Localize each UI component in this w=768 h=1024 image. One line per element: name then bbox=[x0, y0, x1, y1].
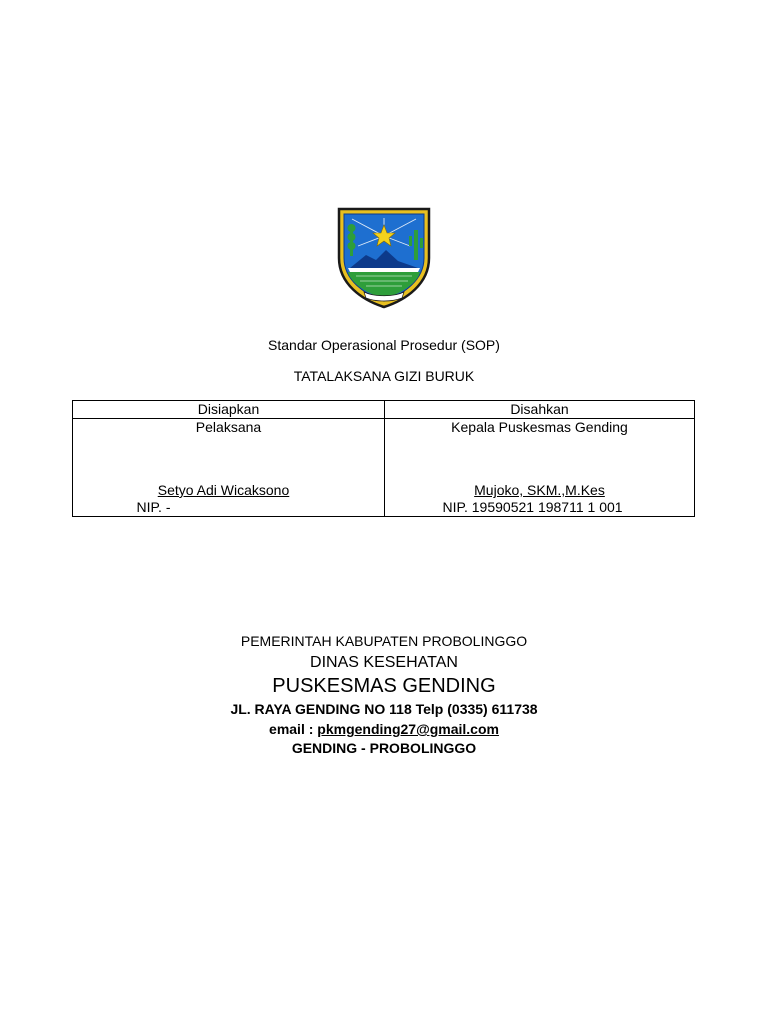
table-header-row bbox=[73, 401, 695, 419]
government-name: PEMERINTAH KABUPATEN PROBOLINGGO bbox=[240, 633, 528, 649]
document-subtitle: Standar Operasional Prosedur (SOP) bbox=[268, 337, 500, 353]
organization-city: GENDING - PROBOLINGGO bbox=[291, 740, 477, 756]
prepared-cell bbox=[73, 419, 385, 517]
prepared-nip: NIP. - bbox=[136, 499, 171, 515]
approved-role: Kepala Puskesmas Gending bbox=[451, 419, 628, 435]
prepared-role: Pelaksana bbox=[195, 419, 262, 435]
regency-coat-of-arms-icon bbox=[336, 206, 432, 310]
document-title: TATALAKSANA GIZI BURUK bbox=[293, 368, 475, 384]
signature-table bbox=[72, 400, 695, 517]
email-label: email : bbox=[269, 721, 318, 737]
email-link[interactable]: pkmgending27@gmail.com bbox=[317, 721, 499, 737]
organization-name: PUSKESMAS GENDING bbox=[272, 675, 496, 697]
approved-cell bbox=[385, 419, 695, 517]
approved-nip: NIP. 19590521 198711 1 001 bbox=[442, 499, 623, 515]
header-approved: Disahkan bbox=[385, 401, 695, 419]
header-prepared: Disiapkan bbox=[73, 401, 385, 419]
prepared-name: Setyo Adi Wicaksono bbox=[157, 482, 290, 498]
organization-email-line bbox=[0, 721, 768, 737]
table-row bbox=[73, 419, 695, 517]
department-name: DINAS KESEHATAN bbox=[310, 654, 458, 671]
approved-name: Mujoko, SKM.,M.Kes bbox=[474, 482, 605, 498]
organization-address: JL. RAYA GENDING NO 118 Telp (0335) 611738 bbox=[230, 701, 538, 717]
